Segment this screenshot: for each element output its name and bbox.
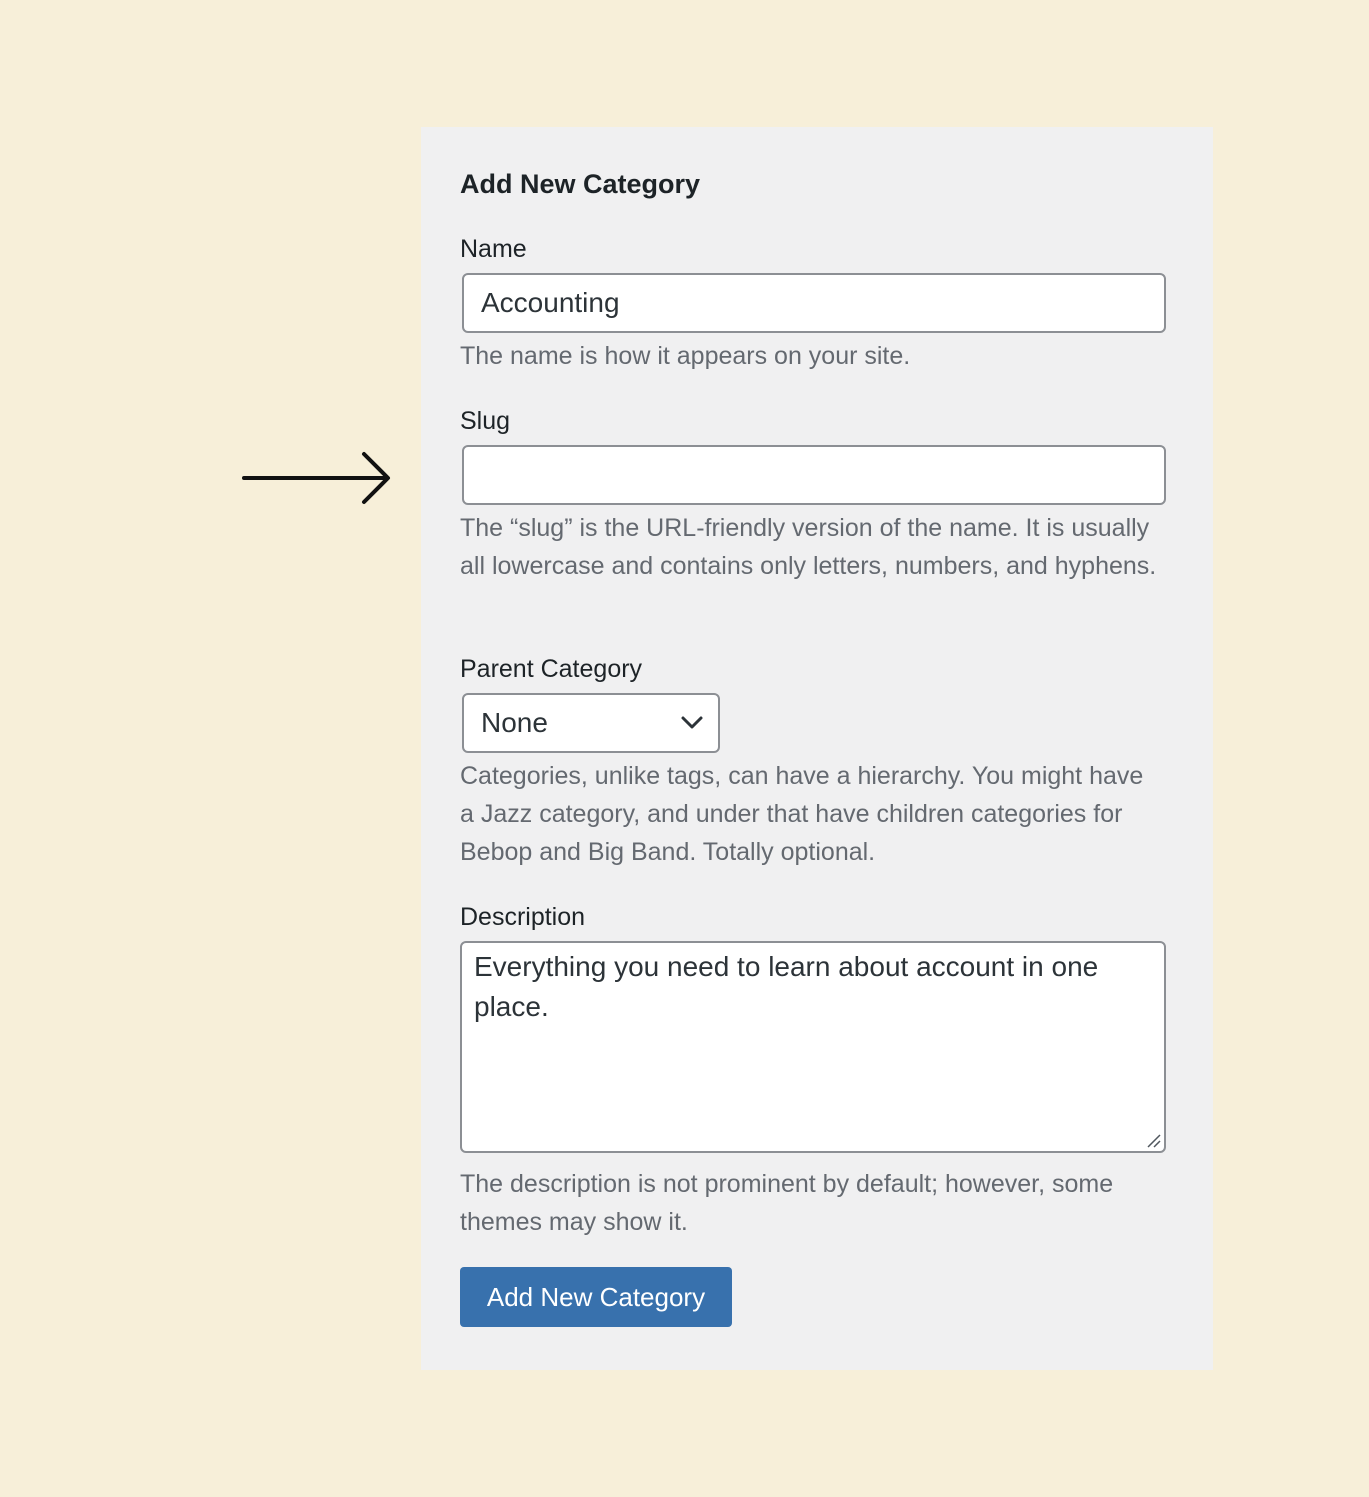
description-label: Description (460, 903, 586, 931)
parent-category-selected: None (481, 707, 548, 738)
form-title: Add New Category (460, 169, 701, 199)
name-input-value: Accounting (481, 287, 620, 318)
description-textarea-value: Everything you need to learn about account in one place. (474, 951, 1099, 1022)
description-textarea[interactable] (460, 941, 1166, 1153)
slug-help-text: The “slug” is the URL-friendly version of the name. It is usually all lowercase and contains only letters, numbers, and hyphens. (460, 514, 1157, 580)
parent-category-label: Parent Category (460, 655, 643, 683)
parent-category-select[interactable] (462, 693, 720, 753)
chevron-down-icon (680, 715, 704, 731)
name-label: Name (460, 235, 527, 263)
slug-input[interactable] (462, 445, 1166, 505)
add-category-panel (421, 127, 1213, 1370)
name-help-text: The name is how it appears on your site. (460, 342, 911, 370)
slug-label: Slug (460, 407, 511, 435)
resize-grip-icon[interactable] (1147, 1134, 1161, 1148)
description-help-text: The description is not prominent by default; however, some themes may show it. (460, 1170, 1114, 1236)
add-new-category-button[interactable]: Add New Category (460, 1267, 732, 1327)
name-input[interactable] (462, 273, 1166, 333)
parent-category-help-text: Categories, unlike tags, can have a hierarchy. You might have a Jazz category, and under that have children categories for Bebop and Big Band. Totally optional. (460, 762, 1144, 866)
right-arrow-icon (242, 450, 394, 506)
